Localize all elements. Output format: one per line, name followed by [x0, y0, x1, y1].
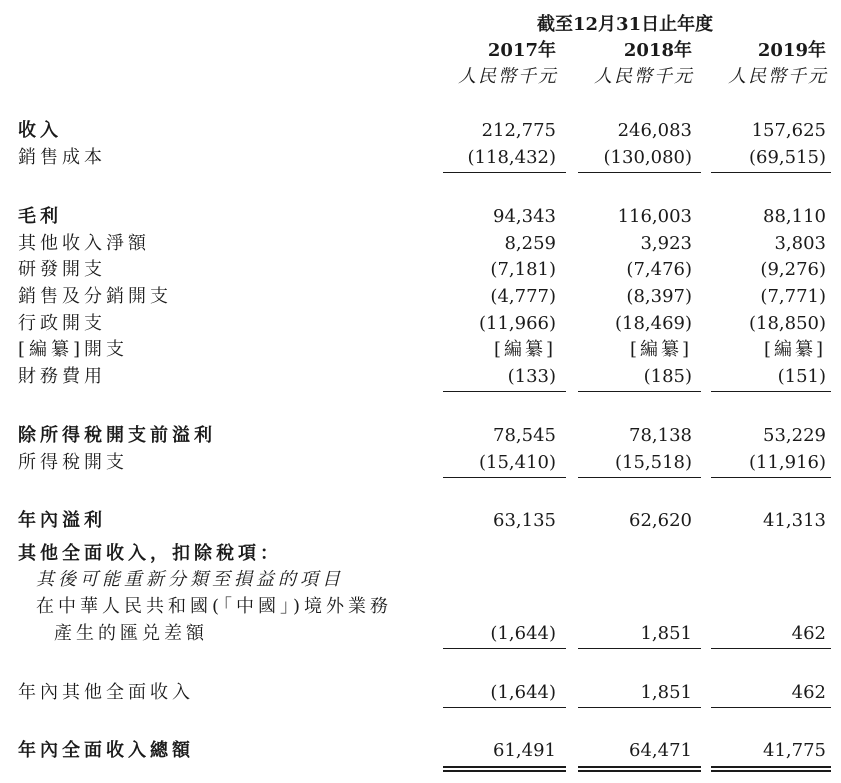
value-revenue-2017: 212,775 — [481, 120, 556, 141]
value-profit-2019: 41,313 — [763, 510, 826, 531]
row-label-profit-before-tax: 除所得稅開支前溢利 — [18, 425, 216, 446]
row-label-other-income: 其他收入淨額 — [18, 233, 150, 254]
subtotal-rule — [578, 391, 701, 392]
value-finance-2018: (185) — [643, 366, 692, 387]
subtotal-rule — [711, 707, 831, 708]
value-selling-2017: (4,777) — [490, 286, 556, 307]
row-label-redacted-expenses: [編纂]開支 — [18, 339, 129, 360]
value-profit-2017: 63,135 — [493, 510, 556, 531]
row-label-oci-reclassify: 其後可能重新分類至損益的項目 — [36, 569, 344, 590]
value-cost-of-sales-2018: (130,080) — [603, 147, 692, 168]
row-label-oci-for-year: 年內其他全面收入 — [18, 682, 194, 703]
total-double-rule — [711, 766, 831, 772]
value-redacted-2018: [編纂] — [629, 339, 692, 360]
subtotal-rule — [443, 707, 566, 708]
subtotal-rule — [443, 477, 566, 478]
value-other-income-2019: 3,803 — [774, 233, 826, 254]
year-header-2018: 2018年 — [623, 40, 692, 61]
subtotal-rule — [443, 648, 566, 649]
row-label-total-comprehensive-income: 年內全面收入總額 — [18, 740, 194, 761]
value-cost-of-sales-2019: (69,515) — [748, 147, 826, 168]
value-exchange-2017: (1,644) — [490, 623, 556, 644]
subtotal-rule — [711, 391, 831, 392]
value-tax-2017: (15,410) — [478, 452, 556, 473]
row-label-oci-heading: 其他全面收入，扣除稅項： — [18, 543, 282, 564]
value-admin-2018: (18,469) — [614, 313, 692, 334]
value-rnd-2017: (7,181) — [490, 259, 556, 280]
value-other-income-2018: 3,923 — [640, 233, 692, 254]
row-label-revenue: 收入 — [18, 120, 62, 141]
subtotal-rule — [711, 172, 831, 173]
value-revenue-2018: 246,083 — [617, 120, 692, 141]
value-tax-2019: (11,916) — [748, 452, 826, 473]
subtotal-rule — [578, 477, 701, 478]
subtotal-rule — [578, 172, 701, 173]
year-header-2019: 2019年 — [757, 40, 826, 61]
value-gross-profit-2017: 94,343 — [493, 206, 556, 227]
value-tci-2018: 64,471 — [629, 740, 692, 761]
value-pbt-2019: 53,229 — [763, 425, 826, 446]
value-redacted-2019: [編纂] — [763, 339, 826, 360]
row-label-selling-expenses: 銷售及分銷開支 — [18, 286, 172, 307]
value-rnd-2019: (9,276) — [760, 259, 826, 280]
value-profit-2018: 62,620 — [629, 510, 692, 531]
row-label-finance-costs: 財務費用 — [18, 366, 106, 387]
value-rnd-2018: (7,476) — [626, 259, 692, 280]
value-finance-2019: (151) — [777, 366, 826, 387]
value-selling-2018: (8,397) — [626, 286, 692, 307]
year-header-2017: 2017年 — [487, 40, 556, 61]
value-admin-2017: (11,966) — [478, 313, 556, 334]
row-label-cost-of-sales: 銷售成本 — [18, 147, 106, 168]
row-label-oci-exchange-line2: 產生的匯兑差額 — [54, 623, 208, 644]
value-exchange-2019: 462 — [791, 623, 826, 644]
subtotal-rule — [443, 391, 566, 392]
subtotal-rule — [578, 648, 701, 649]
row-label-income-tax: 所得稅開支 — [18, 452, 128, 473]
value-cost-of-sales-2017: (118,432) — [467, 147, 556, 168]
value-oci-2018: 1,851 — [640, 682, 692, 703]
subtotal-rule — [711, 477, 831, 478]
value-redacted-2017: [編纂] — [493, 339, 556, 360]
row-label-oci-exchange-line1: 在中華人民共和國(「中國」)境外業務 — [36, 596, 393, 617]
total-double-rule — [443, 766, 566, 772]
value-pbt-2017: 78,545 — [493, 425, 556, 446]
value-finance-2017: (133) — [507, 366, 556, 387]
total-double-rule — [578, 766, 701, 772]
row-label-gross-profit: 毛利 — [18, 206, 62, 227]
value-gross-profit-2019: 88,110 — [763, 206, 826, 227]
subtotal-rule — [711, 648, 831, 649]
row-label-profit-for-year: 年內溢利 — [18, 510, 106, 531]
value-oci-2017: (1,644) — [490, 682, 556, 703]
row-label-admin-expenses: 行政開支 — [18, 313, 106, 334]
unit-header-2017: 人民幣千元 — [458, 66, 558, 87]
value-tax-2018: (15,518) — [614, 452, 692, 473]
value-admin-2019: (18,850) — [748, 313, 826, 334]
subtotal-rule — [578, 707, 701, 708]
value-pbt-2018: 78,138 — [629, 425, 692, 446]
unit-header-2019: 人民幣千元 — [728, 66, 828, 87]
value-tci-2019: 41,775 — [763, 740, 826, 761]
value-revenue-2019: 157,625 — [751, 120, 826, 141]
value-oci-2019: 462 — [791, 682, 826, 703]
value-gross-profit-2018: 116,003 — [617, 206, 692, 227]
value-exchange-2018: 1,851 — [640, 623, 692, 644]
value-other-income-2017: 8,259 — [504, 233, 556, 254]
value-tci-2017: 61,491 — [493, 740, 556, 761]
value-selling-2019: (7,771) — [760, 286, 826, 307]
row-label-rnd-expenses: 研發開支 — [18, 259, 106, 280]
subtotal-rule — [443, 172, 566, 173]
unit-header-2018: 人民幣千元 — [594, 66, 694, 87]
period-header: 截至12月31日止年度 — [537, 14, 714, 35]
